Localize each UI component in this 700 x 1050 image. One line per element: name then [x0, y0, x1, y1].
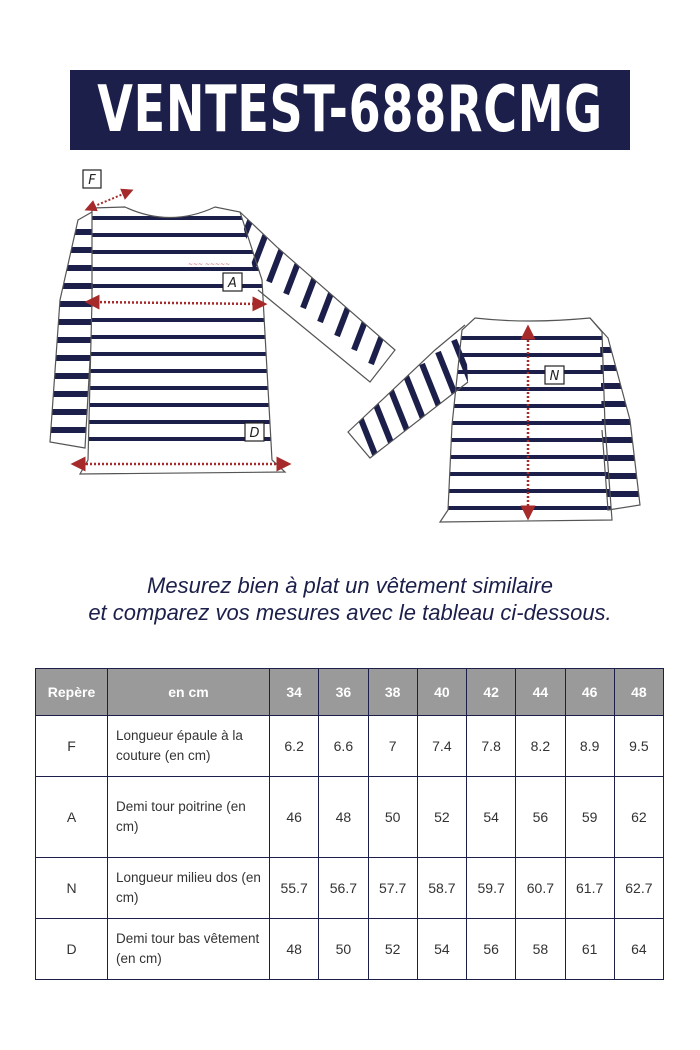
row-value: 8.2 [516, 716, 565, 777]
row-description: Demi tour poitrine (en cm) [108, 777, 270, 858]
row-value: 62.7 [614, 858, 663, 919]
measuring-instructions [0, 572, 700, 626]
row-description: Longueur épaule à la couture (en cm) [108, 716, 270, 777]
header-en-cm: en cm [108, 669, 270, 716]
row-value: 52 [417, 777, 466, 858]
header-size: 38 [368, 669, 417, 716]
table-row [36, 858, 664, 919]
row-description: Longueur milieu dos (en cm) [108, 858, 270, 919]
row-mark: D [36, 919, 108, 980]
svg-text:~~~ ~~~~~: ~~~ ~~~~~ [188, 261, 231, 268]
table-row [36, 919, 664, 980]
row-value: 54 [417, 919, 466, 980]
row-value: 60.7 [516, 858, 565, 919]
header-size: 40 [417, 669, 466, 716]
front-view [40, 207, 408, 474]
row-value: 64 [614, 919, 663, 980]
row-value: 50 [319, 919, 368, 980]
row-value: 50 [368, 777, 417, 858]
table-header-row [36, 669, 664, 716]
svg-text:N: N [549, 369, 560, 384]
row-value: 8.9 [565, 716, 614, 777]
row-value: 52 [368, 919, 417, 980]
row-value: 55.7 [270, 858, 319, 919]
table-row [36, 716, 664, 777]
header-size: 42 [467, 669, 516, 716]
table-row [36, 777, 664, 858]
row-mark: N [36, 858, 108, 919]
header-size: 46 [565, 669, 614, 716]
row-value: 48 [270, 919, 319, 980]
row-value: 9.5 [614, 716, 663, 777]
garment-illustration [40, 160, 660, 530]
row-value: 58.7 [417, 858, 466, 919]
row-value: 59.7 [467, 858, 516, 919]
size-chart-table [35, 668, 664, 980]
instructions-line-1: Mesurez bien à plat un vêtement similaire [147, 573, 553, 598]
row-value: 61.7 [565, 858, 614, 919]
label-f [83, 170, 101, 188]
row-value: 56.7 [319, 858, 368, 919]
row-value: 7.8 [467, 716, 516, 777]
title-banner [70, 70, 630, 150]
row-value: 6.6 [319, 716, 368, 777]
product-title: VENTEST-688RCMG [97, 73, 603, 147]
row-value: 46 [270, 777, 319, 858]
row-value: 7.4 [417, 716, 466, 777]
svg-text:D: D [249, 426, 260, 441]
row-mark: A [36, 777, 108, 858]
header-size: 44 [516, 669, 565, 716]
row-value: 56 [467, 919, 516, 980]
svg-text:F: F [88, 173, 96, 188]
row-value: 54 [467, 777, 516, 858]
row-value: 59 [565, 777, 614, 858]
row-value: 56 [516, 777, 565, 858]
header-size: 48 [614, 669, 663, 716]
label-a [223, 273, 242, 291]
label-n [545, 366, 564, 384]
label-d [245, 423, 264, 441]
svg-text:A: A [228, 276, 237, 291]
row-value: 57.7 [368, 858, 417, 919]
row-value: 7 [368, 716, 417, 777]
measure-arrow-f [90, 192, 128, 208]
header-size: 36 [319, 669, 368, 716]
row-value: 58 [516, 919, 565, 980]
row-value: 61 [565, 919, 614, 980]
instructions-line-2: et comparez vos mesures avec le tableau ci-dessous. [88, 600, 612, 625]
measure-arrow-a [92, 302, 260, 304]
row-value: 48 [319, 777, 368, 858]
row-value: 62 [614, 777, 663, 858]
header-size: 34 [270, 669, 319, 716]
row-mark: F [36, 716, 108, 777]
header-repere: Repère [36, 669, 108, 716]
row-value: 6.2 [270, 716, 319, 777]
row-description: Demi tour bas vêtement (en cm) [108, 919, 270, 980]
